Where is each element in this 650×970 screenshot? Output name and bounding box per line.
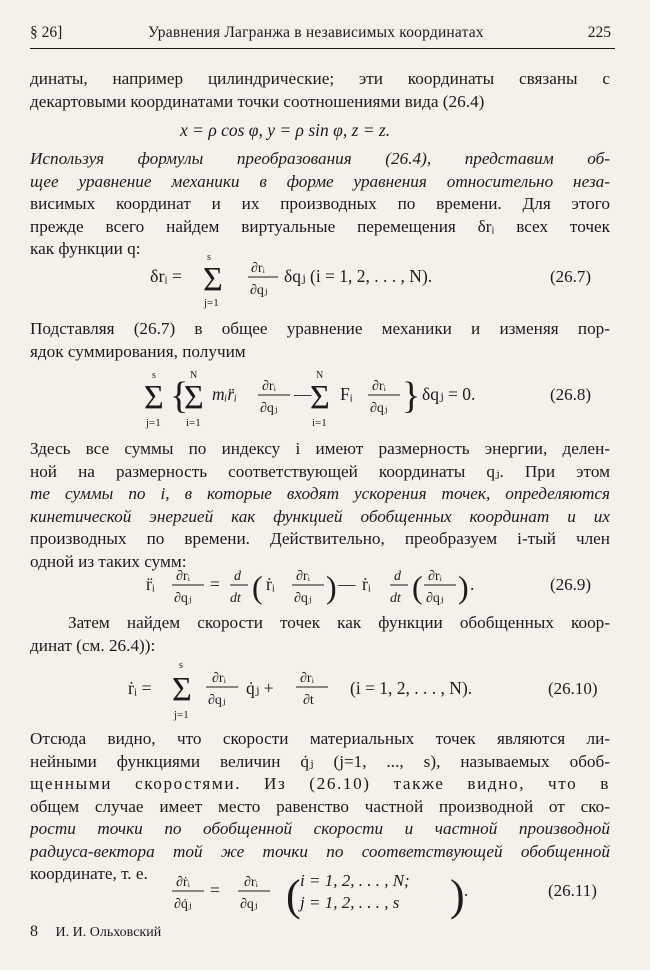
d-numerator: d xyxy=(234,569,241,584)
inner-sum-upper: N xyxy=(190,370,198,381)
page-footer xyxy=(30,923,161,941)
sigma-symbol: Σ xyxy=(144,379,164,416)
frac-denominator: ∂qⱼ xyxy=(174,591,192,606)
text-line: Используя формулы преобразования (26.4), представим об- xyxy=(30,149,610,168)
text-line: декартовыми координатами точки соотношениями вида (26.4) xyxy=(30,91,485,111)
eq-lhs: δrᵢ = xyxy=(150,266,183,286)
frac-denominator: ∂qⱼ xyxy=(240,897,258,912)
left-brace: { xyxy=(170,375,189,417)
header-page-number: 225 xyxy=(587,24,611,41)
equation-number: (26.8) xyxy=(550,385,592,404)
equation-26-7 xyxy=(0,248,650,310)
frac-denominator: ∂t xyxy=(303,693,314,708)
frac-numerator: ∂rᵢ xyxy=(372,379,386,394)
frac-denominator: ∂qⱼ xyxy=(294,591,312,606)
frac-numerator: ∂rᵢ xyxy=(262,379,276,394)
text-line: кинетической энергией как функцией обобщенных координат и их xyxy=(30,506,610,526)
frac-numerator: ∂rᵢ xyxy=(244,875,258,890)
paragraph-5 xyxy=(30,612,610,657)
sigma-symbol: Σ xyxy=(184,379,204,416)
text-line: одной из таких сумм: xyxy=(30,551,187,571)
force-term: Fᵢ xyxy=(340,384,353,404)
paragraph-6 xyxy=(30,728,610,886)
text-line: динаты, например цилиндрические; эти координаты связаны с xyxy=(30,69,610,88)
text-line: те суммы по i, в которые входят ускорения точек, определяются xyxy=(30,484,610,503)
text-line: координате, т. е. xyxy=(30,864,148,883)
frac-denominator: ∂qⱼ xyxy=(426,591,444,606)
condition-j: j = 1, 2, . . . , s xyxy=(300,893,400,912)
d-denominator: dt xyxy=(390,591,401,606)
equation-26-8 xyxy=(0,364,650,432)
velocity-term: ṙᵢ xyxy=(362,574,371,594)
text-line: щенными скоростями. Из (26.10) также видно, что в xyxy=(30,774,610,793)
sum-upper-limit: s xyxy=(152,370,156,381)
left-paren: ( xyxy=(286,871,301,920)
inner-sum-upper: N xyxy=(316,370,324,381)
equation-number: (26.10) xyxy=(548,679,598,698)
right-paren: ) xyxy=(458,569,469,605)
d-denominator: dt xyxy=(230,591,241,606)
equation-26-10 xyxy=(0,656,650,722)
inner-sum-lower: i=1 xyxy=(186,417,201,429)
sum-lower-limit: j=1 xyxy=(174,709,189,721)
text-line: общем случае имеет место равенство частной производной от ско- xyxy=(30,796,610,816)
text-line: прежде всего найдем виртуальные перемещения δrᵢ всех точек xyxy=(30,216,610,236)
signature-mark: 8 xyxy=(30,923,38,940)
eq-tail: δqⱼ = 0. xyxy=(422,384,476,404)
equation-number: (26.9) xyxy=(550,575,592,594)
paragraph-3 xyxy=(30,318,610,363)
right-paren: ) xyxy=(326,569,337,605)
sigma-symbol: Σ xyxy=(172,671,192,708)
accel-lhs: r̈ᵢ xyxy=(146,574,155,594)
equation-cylindrical: x = ρ cos φ, y = ρ sin φ, z = z. xyxy=(180,120,391,140)
text-line: как функции q: xyxy=(30,239,141,258)
paragraph-1 xyxy=(30,68,610,113)
text-line: щее уравнение механики в форме уравнения относительно неза- xyxy=(30,171,610,191)
period: . xyxy=(464,880,469,900)
text-line: рости точки по обобщенной скорости и частной производной xyxy=(30,819,610,838)
equation-number: (26.7) xyxy=(550,267,592,286)
minus-sign: — xyxy=(338,574,356,594)
text-line: Здесь все суммы по индексу i имеют размерность энергии, делен- xyxy=(30,439,610,458)
inner-sum-lower: i=1 xyxy=(312,417,327,429)
frac-numerator: ∂ṙᵢ xyxy=(176,875,190,890)
eq-lhs: ṙᵢ = xyxy=(128,678,152,698)
right-brace: } xyxy=(402,375,421,417)
velocity-term: ṙᵢ xyxy=(266,574,275,594)
frac-numerator: ∂rᵢ xyxy=(251,261,265,276)
sum-upper-limit: s xyxy=(179,660,183,671)
gen-velocity-term: q̇ⱼ + xyxy=(246,678,274,698)
paragraph-2 xyxy=(30,148,610,261)
left-paren: ( xyxy=(252,569,263,605)
frac-denominator: ∂q̇ⱼ xyxy=(174,897,192,912)
text-line: висимых координат и их производных по времени. Для этого xyxy=(30,194,610,213)
sum-lower-limit: j=1 xyxy=(146,417,161,429)
eq-condition: (i = 1, 2, . . . , N). xyxy=(350,678,473,698)
frac-denominator: ∂qⱼ xyxy=(250,283,268,298)
eq-tail: δqⱼ (i = 1, 2, . . . , N). xyxy=(284,266,433,286)
running-header xyxy=(30,18,615,49)
sigma-symbol: Σ xyxy=(310,379,330,416)
equation-26-11 xyxy=(0,868,650,920)
frac-numerator: ∂rᵢ xyxy=(212,671,226,686)
frac-denominator: ∂qⱼ xyxy=(370,401,388,416)
text-line: производных по времени. Действительно, преобразуем i-тый член xyxy=(30,529,610,548)
mass-accel-term: mᵢr̈ᵢ xyxy=(212,384,237,404)
text-line: Затем найдем скорости точек как функции обобщенных коор- xyxy=(68,613,610,632)
text-line: нейными функциями величин q̇ⱼ (j=1, ..., s), называемых обоб- xyxy=(30,751,610,771)
left-paren: ( xyxy=(412,569,423,605)
frac-numerator: ∂rᵢ xyxy=(296,569,310,584)
d-numerator: d xyxy=(394,569,401,584)
equals-sign: = xyxy=(210,574,220,594)
header-title: Уравнения Лагранжа в независимых координатах xyxy=(148,24,484,41)
text-line: ной на размерность соответствующей координаты qⱼ. При этом xyxy=(30,461,610,481)
text-line: Отсюда видно, что скорости материальных точек являются ли- xyxy=(30,729,610,748)
period: . xyxy=(470,574,475,594)
equals-sign: = xyxy=(210,880,220,900)
frac-numerator: ∂rᵢ xyxy=(428,569,442,584)
text-line: динат (см. 26.4)): xyxy=(30,635,156,655)
frac-numerator: ∂rᵢ xyxy=(176,569,190,584)
sum-lower-limit: j=1 xyxy=(204,297,219,309)
sigma-symbol: Σ xyxy=(203,261,223,298)
frac-denominator: ∂qⱼ xyxy=(208,693,226,708)
equation-26-9 xyxy=(0,562,650,612)
right-paren: ) xyxy=(450,871,465,920)
text-line: радиуса-вектора той же точки по соответствующей обобщенной xyxy=(30,841,610,861)
frac-numerator: ∂rᵢ xyxy=(300,671,314,686)
header-section: § 26] xyxy=(30,24,63,41)
text-line: Подставляя (26.7) в общее уравнение механики и изменяя пор- xyxy=(30,319,610,338)
equation-number: (26.11) xyxy=(548,881,597,900)
minus-sign: — xyxy=(294,384,312,404)
text-line: ядок суммирования, получим xyxy=(30,341,246,361)
paragraph-4 xyxy=(30,438,610,573)
condition-i: i = 1, 2, . . . , N; xyxy=(300,871,410,890)
author-name: И. И. Ольховский xyxy=(55,925,162,940)
frac-denominator: ∂qⱼ xyxy=(260,401,278,416)
sum-upper-limit: s xyxy=(207,252,211,263)
